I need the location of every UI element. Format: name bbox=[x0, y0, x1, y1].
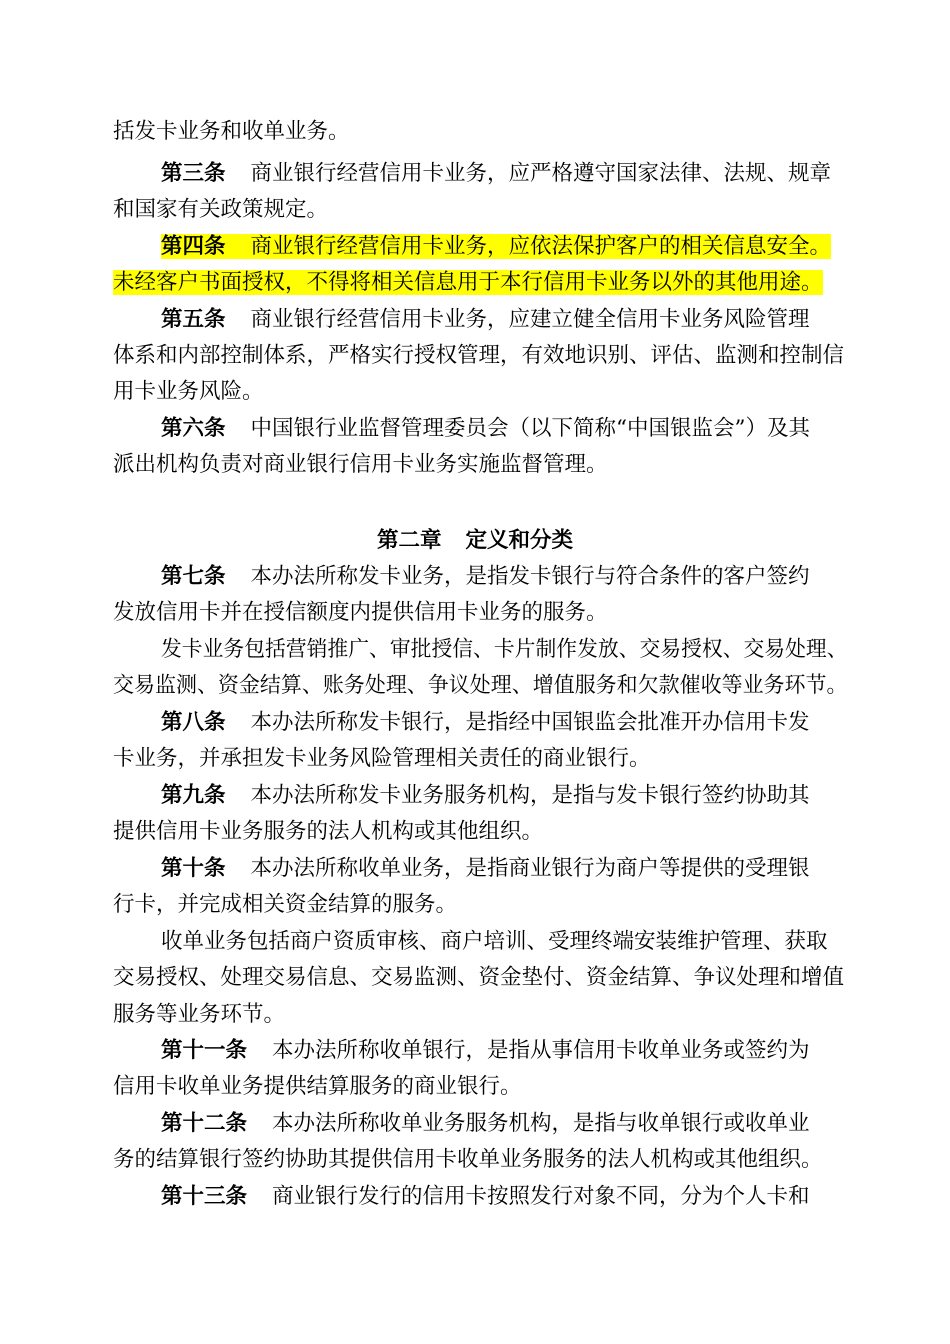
chapter-heading: 第二章 定义和分类 bbox=[376, 528, 574, 553]
article-5-line-3: 用卡业务风险。 bbox=[113, 379, 264, 404]
article-6-line-2: 派出机构负责对商业银行信用卡业务实施监督管理。 bbox=[113, 452, 608, 477]
article-10-line-2: 行卡，并完成相关资金结算的服务。 bbox=[113, 892, 458, 917]
article-4-number: 第四条 bbox=[161, 234, 226, 259]
article-4-line-2 bbox=[113, 269, 823, 297]
article-5-number: 第五条 bbox=[161, 307, 226, 332]
article-7-number: 第七条 bbox=[161, 564, 226, 589]
paragraph-acquiring-scope: 收单业务包括商户资质审核、商户培训、受理终端安装维护管理、获取 bbox=[161, 929, 828, 954]
article-7-line-2: 发放信用卡并在授信额度内提供信用卡业务的服务。 bbox=[113, 600, 608, 625]
article-6-number: 第六条 bbox=[161, 416, 226, 441]
article-7: 第七条 本办法所称发卡业务，是指发卡银行与符合条件的客户签约 bbox=[161, 564, 810, 589]
article-10-number: 第十条 bbox=[161, 856, 226, 881]
highlighted-text: 未经客户书面授权，不得将相关信息用于本行信用卡业务以外的其他用途。 bbox=[113, 270, 823, 295]
article-3: 第三条 商业银行经营信用卡业务，应严格遵守国家法律、法规、规章 bbox=[161, 161, 832, 186]
highlighted-text: 第四条 商业银行经营信用卡业务，应依法保护客户的相关信息安全。 bbox=[161, 234, 832, 259]
article-10: 第十条 本办法所称收单业务，是指商业银行为商户等提供的受理银 bbox=[161, 856, 810, 881]
article-11: 第十一条 本办法所称收单银行，是指从事信用卡收单业务或签约为 bbox=[161, 1038, 810, 1063]
article-5-line-2: 体系和内部控制体系，严格实行授权管理，有效地识别、评估、监测和控制信 bbox=[113, 343, 845, 368]
article-4 bbox=[161, 233, 831, 261]
article-12-number: 第十二条 bbox=[161, 1111, 248, 1136]
article-12: 第十二条 本办法所称收单业务服务机构，是指与收单银行或收单业 bbox=[161, 1111, 810, 1136]
paragraph-issuing-scope: 发卡业务包括营销推广、审批授信、卡片制作发放、交易授权、交易处理、 bbox=[161, 637, 848, 662]
article-3-line-2: 和国家有关政策规定。 bbox=[113, 197, 329, 222]
article-11-number: 第十一条 bbox=[161, 1038, 248, 1063]
article-11-line-2: 信用卡收单业务提供结算服务的商业银行。 bbox=[113, 1074, 522, 1099]
article-9-line-2: 提供信用卡业务服务的法人机构或其他组织。 bbox=[113, 819, 544, 844]
article-6: 第六条 中国银行业监督管理委员会（以下简称“中国银监会”）及其 bbox=[161, 416, 811, 441]
article-8-line-2: 卡业务，并承担发卡业务风险管理相关责任的商业银行。 bbox=[113, 746, 651, 771]
paragraph-acquiring-scope-line-3: 服务等业务环节。 bbox=[113, 1002, 286, 1027]
article-12-line-2: 务的结算银行签约协助其提供信用卡收单业务服务的法人机构或其他组织。 bbox=[113, 1147, 823, 1172]
article-13-number: 第十三条 bbox=[161, 1184, 248, 1209]
article-5: 第五条 商业银行经营信用卡业务，应建立健全信用卡业务风险管理 bbox=[161, 307, 810, 332]
paragraph-acquiring-scope-line-2: 交易授权、处理交易信息、交易监测、资金垫付、资金结算、争议处理和增值 bbox=[113, 965, 845, 990]
article-9: 第九条 本办法所称发卡业务服务机构，是指与发卡银行签约协助其 bbox=[161, 783, 810, 808]
paragraph-issuing-scope-line-2: 交易监测、资金结算、账务处理、争议处理、增值服务和欠款催收等业务环节。 bbox=[113, 673, 848, 698]
article-3-number: 第三条 bbox=[161, 161, 226, 186]
article-8-number: 第八条 bbox=[161, 710, 226, 735]
article-8: 第八条 本办法所称发卡银行，是指经中国银监会批准开办信用卡发 bbox=[161, 710, 810, 735]
paragraph-continuation: 括发卡业务和收单业务。 bbox=[113, 119, 350, 144]
article-13: 第十三条 商业银行发行的信用卡按照发行对象不同，分为个人卡和 bbox=[161, 1184, 810, 1209]
article-9-number: 第九条 bbox=[161, 783, 226, 808]
